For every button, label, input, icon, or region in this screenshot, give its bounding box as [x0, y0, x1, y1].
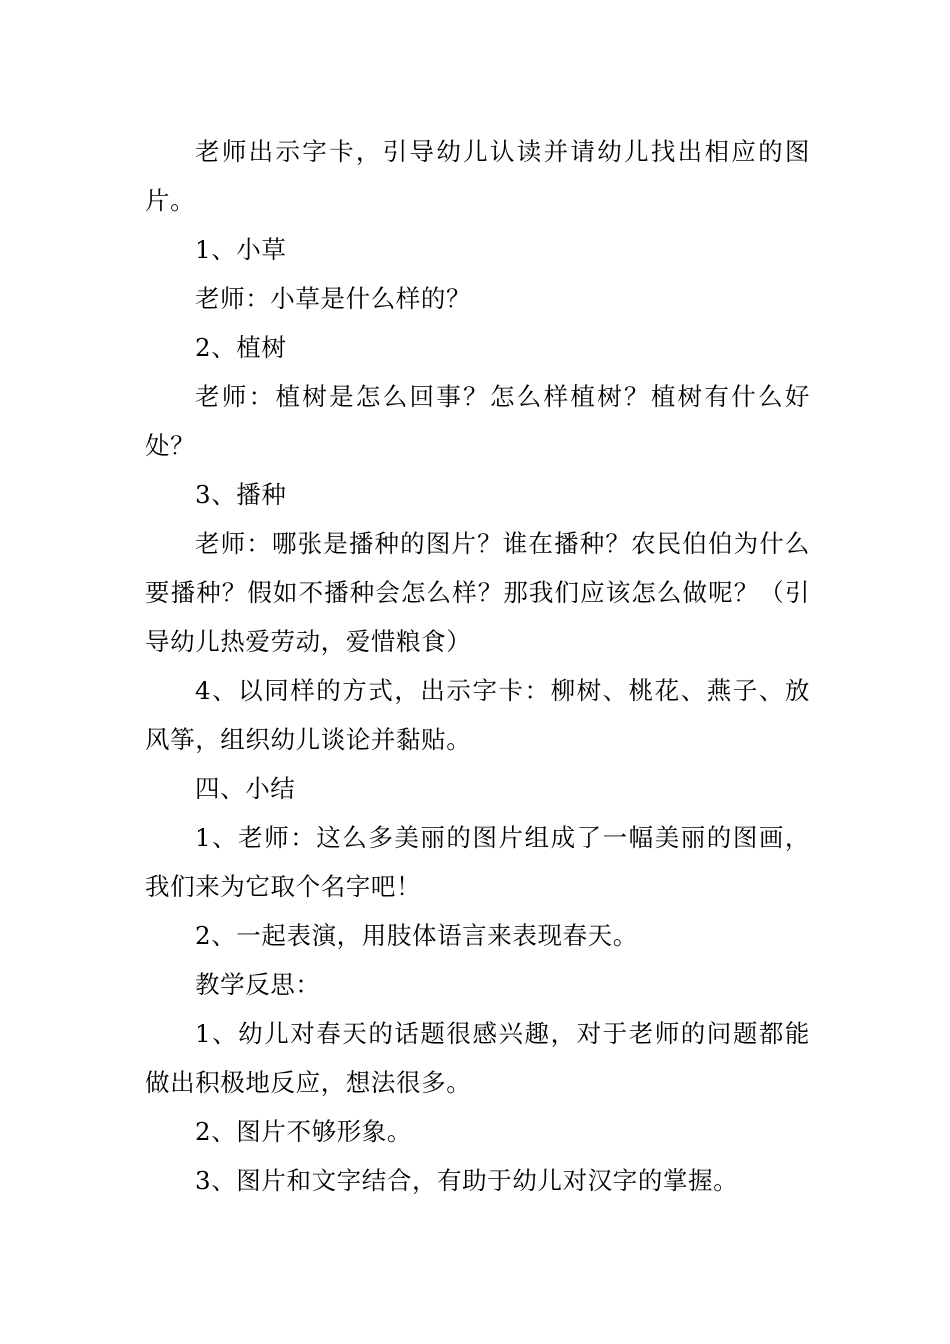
- paragraph-summary-2: 2、一起表演，用肢体语言来表现春天。: [195, 921, 638, 950]
- paragraph-item-1: 老师：小草是什么样的？: [195, 284, 472, 313]
- paragraph-summary-1: 1、老师：这么多美丽的图片组成了一幅美丽的图画，我们来为它取个名字吧！: [145, 823, 810, 901]
- paragraph-intro: 老师出示字卡，引导幼儿认读并请幼儿找出相应的图片。: [145, 137, 810, 215]
- paragraph-reflection-3: 3、图片和文字结合，有助于幼儿对汉字的掌握。: [195, 1166, 739, 1195]
- section-heading-summary: 四、小结: [195, 774, 296, 803]
- paragraph-item-3: 老师：哪张是播种的图片？谁在播种？农民伯伯为什么要播种？假如不播种会怎么样？那我们应该怎么做呢？（引导幼儿热爱劳动，爱惜粮食）: [145, 529, 810, 656]
- paragraph-item-4: 4、以同样的方式，出示字卡：柳树、桃花、燕子、放风筝，组织幼儿谈论并黏贴。: [145, 676, 810, 754]
- heading-item-1: 1、小草: [195, 235, 287, 264]
- paragraph-item-2: 老师：植树是怎么回事？怎么样植树？植树有什么好处？: [145, 382, 810, 460]
- heading-item-2: 2、植树: [195, 333, 287, 362]
- paragraph-reflection-1: 1、幼儿对春天的话题很感兴趣，对于老师的问题都能做出积极地反应，想法很多。: [145, 1019, 810, 1097]
- paragraph-reflection-2: 2、图片不够形象。: [195, 1117, 412, 1146]
- section-heading-reflection: 教学反思：: [195, 970, 321, 999]
- document-body: [145, 127, 810, 1205]
- heading-item-3: 3、播种: [195, 480, 287, 509]
